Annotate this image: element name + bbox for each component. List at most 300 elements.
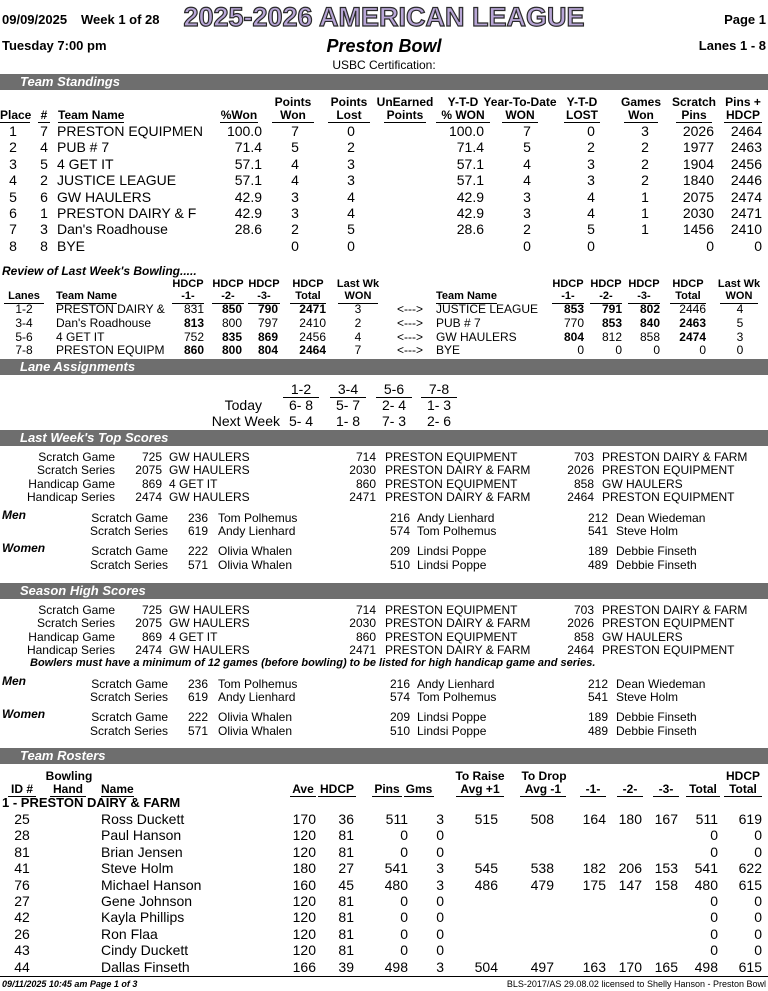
season_high-team-label: Scratch Game <box>38 603 115 617</box>
season_high-team-t2: PRESTON DAIRY & FARM <box>385 616 531 631</box>
league-title-text: 2025-2026 AMERICAN LEAGUE <box>183 2 585 32</box>
section-team-rosters: Team Rosters <box>0 748 768 764</box>
roster-drop: 479 <box>530 876 554 893</box>
lane-pair-1: 3-4 <box>330 381 366 398</box>
review-at: 2464 <box>299 343 326 358</box>
footer-left: 09/11/2025 10:45 am Page 1 of 3 <box>2 979 138 989</box>
roster-drop: 538 <box>530 860 554 877</box>
top_scores-men-n2: Tom Polhemus <box>417 524 497 538</box>
season_high-team-t2: PRESTON EQUIPMENT <box>385 629 518 644</box>
review-b1: 0 <box>577 343 584 358</box>
top_scores-team-v1: 725 <box>141 450 162 464</box>
section-season-high: Season High Scores <box>0 583 768 599</box>
season_high-men-v2: 216 <box>389 676 410 691</box>
top_scores-team-v1: 2075 <box>135 463 162 478</box>
review-a2: 850 <box>221 302 242 316</box>
week-label: Week 1 of 28 <box>81 12 160 27</box>
lane-next-2: 7- 3 <box>381 413 407 429</box>
roster-ht: 0 <box>754 942 762 959</box>
hdr-ph1: Pins + <box>725 95 761 109</box>
hdr-gw2: Won <box>624 109 658 123</box>
rv-hdr-h1a: HDCP <box>172 278 204 290</box>
roster-name: Ron Flaa <box>101 925 158 942</box>
review-aw: 2 <box>354 315 362 330</box>
standings-sp: 1840 <box>682 172 714 189</box>
standings-pw: 7 <box>291 123 299 139</box>
review-t1: 4 GET IT <box>56 329 105 344</box>
hdr-gw1: Games <box>620 95 662 109</box>
roster-pins: 0 <box>400 909 408 926</box>
roster-ht: 619 <box>738 811 762 827</box>
rv-hdr-h2b-b: -2- <box>590 290 622 304</box>
review-lanes: 1-2 <box>15 302 33 316</box>
review-bw: 3 <box>736 329 744 344</box>
roster-hdcp: 27 <box>338 860 354 877</box>
roster-hdcp: 81 <box>338 827 354 844</box>
roster-total: 480 <box>694 876 718 893</box>
rs-hdr-g1: -1- <box>580 783 606 797</box>
footer-divider <box>0 976 768 977</box>
standings-ytdw: 0 <box>523 237 531 254</box>
season_high-team-t3: PRESTON EQUIPMENT <box>602 643 735 658</box>
top_scores-team-v2: 860 <box>355 476 376 491</box>
rs-hdr-raise2: Avg +1 <box>456 783 504 797</box>
roster-ave: 120 <box>292 942 316 959</box>
roster-hdcp: 36 <box>338 811 354 827</box>
roster-ave: 120 <box>292 909 316 926</box>
review-a3: 804 <box>257 343 278 358</box>
season_high-team-v3: 2026 <box>567 616 594 631</box>
season_high-team-v1: 2075 <box>135 616 162 631</box>
standings-ph: 2410 <box>730 221 762 238</box>
hdr-num: # <box>38 109 50 123</box>
season_high-men-n1: Tom Polhemus <box>218 676 298 691</box>
rs-hdr-pins: Pins <box>372 783 402 797</box>
section-lane-assignments: Lane Assignments <box>0 359 768 375</box>
season_high-team-t1: GW HAULERS <box>169 643 250 658</box>
season_high-team-v2: 860 <box>355 629 376 644</box>
standings-num: 7 <box>40 123 48 139</box>
roster-g1: 175 <box>582 876 606 893</box>
season_high-team-t1: GW HAULERS <box>169 616 250 631</box>
standings-ytd: 100.0 <box>448 123 484 139</box>
roster-id: 76 <box>14 876 30 893</box>
standings-sp: 1904 <box>682 155 714 172</box>
season_high-women-n1: Olivia Whalen <box>218 723 293 738</box>
season_high-women-v3: 489 <box>587 723 608 738</box>
top_scores-team-v1: 2474 <box>135 490 162 505</box>
roster-ave: 120 <box>292 925 316 942</box>
roster-pins: 541 <box>384 860 408 877</box>
review-t2: JUSTICE LEAGUE <box>436 302 539 316</box>
standings-pl: 3 <box>347 155 355 172</box>
rv-hdr-lwa-b: Last Wk <box>717 278 761 290</box>
review-t2: PUB # 7 <box>436 315 481 330</box>
roster-ht: 0 <box>754 827 762 844</box>
standings-ytd: 57.1 <box>456 155 484 172</box>
season_high-men-n2: Andy Lienhard <box>417 676 495 691</box>
roster-gms: 0 <box>436 843 444 860</box>
top_scores-men-n2: Andy Lienhard <box>417 510 495 525</box>
roster-gms: 0 <box>436 942 444 959</box>
lane-today-2: 2- 4 <box>381 397 407 413</box>
roster-ht: 0 <box>754 909 762 926</box>
roster-total: 498 <box>694 958 718 975</box>
hdr-place: Place <box>0 108 32 122</box>
season_high-women-v3: 189 <box>587 710 608 725</box>
roster-total: 0 <box>710 893 718 909</box>
standings-ytd: 42.9 <box>456 188 484 205</box>
roster-total: 0 <box>710 909 718 926</box>
review-b3: 840 <box>639 315 660 330</box>
roster-g3: 167 <box>654 811 678 827</box>
hdr-ytd2: % WON <box>436 109 490 123</box>
roster-total: 0 <box>710 942 718 959</box>
roster-name: Gene Johnson <box>101 893 193 909</box>
roster-g3: 158 <box>654 876 678 893</box>
season_high-team-v2: 2030 <box>349 616 376 631</box>
lane-today-label: Today <box>224 397 262 413</box>
top_scores-women-v1: 222 <box>187 544 208 559</box>
roster-hdcp: 81 <box>338 893 354 909</box>
top_scores-team-t1: GW HAULERS <box>169 490 250 505</box>
standings-ytd: 28.6 <box>456 221 484 238</box>
hdr-sp2: Pins <box>676 109 712 123</box>
standings-pl: 0 <box>347 123 355 139</box>
roster-id: 25 <box>14 811 30 827</box>
standings-place: 5 <box>9 188 17 205</box>
season_high-men-v1: 619 <box>187 690 208 704</box>
hdr-ytdl2: LOST <box>566 108 598 122</box>
standings-team: PUB # 7 <box>57 139 110 156</box>
top_scores-men-n1: Andy Lienhard <box>218 524 296 538</box>
roster-ave: 166 <box>292 958 316 975</box>
standings-ytdl: 4 <box>587 205 595 221</box>
standings-ytdw: 4 <box>523 155 531 172</box>
roster-hdcp: 81 <box>338 925 354 942</box>
season_high-women-row-label: Scratch Game <box>91 710 168 725</box>
season_high-men-v1: 236 <box>187 676 208 691</box>
roster-id: 44 <box>14 958 30 975</box>
review-b3: 802 <box>639 302 660 316</box>
standings-pct: 100.0 <box>226 123 262 139</box>
standings-pl: 5 <box>347 221 355 238</box>
roster-ht: 615 <box>738 958 762 975</box>
season_high-team-v1: 2474 <box>135 643 162 658</box>
review-t1: PRESTON EQUIPM <box>56 343 165 358</box>
section-team-standings: Team Standings <box>0 74 768 90</box>
review-at: 2456 <box>299 329 326 344</box>
season_high-team-label: Handicap Series <box>26 643 115 658</box>
season_high-note: Bowlers must have a minimum of 12 games (before bowling) to be listed for high handicap game and series. <box>30 656 596 669</box>
standings-num: 3 <box>40 221 48 238</box>
roster-gms: 0 <box>436 925 444 942</box>
standings-ph: 2456 <box>730 155 762 172</box>
season_high-team-v3: 2464 <box>567 643 594 658</box>
roster-gms: 0 <box>436 909 444 926</box>
roster-raise: 504 <box>474 958 498 975</box>
season_high-men-label: Men <box>2 673 26 688</box>
rs-hdr-ave: Ave <box>290 783 316 797</box>
standings-sp: 1977 <box>682 139 714 156</box>
hdr-ph2: HDCP <box>725 108 760 122</box>
hdr-sp1: Scratch <box>671 95 717 109</box>
lane-today-3: 1- 3 <box>426 397 452 413</box>
standings-num: 5 <box>40 155 48 172</box>
rv-hdr-lanes: Lanes <box>4 290 44 304</box>
season_high-women-label: Women <box>2 707 46 722</box>
rs-hdr-name: Name <box>101 782 134 796</box>
top_scores-men-n3: Steve Holm <box>616 524 679 538</box>
hdr-ytd1: Y-T-D <box>447 95 479 109</box>
roster-name: Kayla Phillips <box>101 909 185 926</box>
standings-ph: 2446 <box>730 172 762 189</box>
standings-ytd: 42.9 <box>456 205 484 221</box>
roster-g3: 153 <box>654 860 678 877</box>
review-b1: 770 <box>563 315 584 330</box>
roster-pins: 498 <box>384 958 408 975</box>
season_high-women-v1: 222 <box>187 710 208 725</box>
rv-hdr-htb-b: Total <box>670 290 706 304</box>
top_scores-women-label: Women <box>2 541 46 556</box>
rv-hdr-htb: Total <box>290 290 326 304</box>
rs-hdr-id: ID # <box>8 783 36 797</box>
standings-pct: 57.1 <box>234 172 262 189</box>
top_scores-team-label: Scratch Series <box>36 463 115 478</box>
standings-ytdl: 0 <box>587 123 595 139</box>
rv-hdr-h2b: -2- <box>212 290 244 304</box>
season_high-team-t1: 4 GET IT <box>169 629 218 644</box>
roster-drop: 508 <box>530 811 554 827</box>
review-bt: 0 <box>699 343 706 358</box>
top_scores-team-t1: GW HAULERS <box>169 450 250 464</box>
lanes-range: Lanes 1 - 8 <box>698 38 766 53</box>
standings-pl: 0 <box>347 237 355 254</box>
roster-pins: 0 <box>400 893 408 909</box>
review-t2: GW HAULERS <box>436 329 517 344</box>
review-a2: 835 <box>221 329 242 344</box>
season_high-men-v3: 541 <box>587 690 608 704</box>
top_scores-team-t2: PRESTON DAIRY & FARM <box>385 490 531 505</box>
season_high-team-t3: PRESTON DAIRY & FARM <box>602 603 748 617</box>
roster-g2: 170 <box>618 958 642 975</box>
standings-place: 1 <box>9 123 17 139</box>
standings-sp: 2026 <box>682 123 714 139</box>
roster-name: Ross Duckett <box>101 811 185 827</box>
top_scores-team-label: Handicap Series <box>26 490 115 505</box>
review-t2: BYE <box>436 343 461 358</box>
season_high-team-label: Handicap Game <box>28 629 115 644</box>
review-aw: 4 <box>354 329 362 344</box>
roster-raise: 515 <box>474 811 498 827</box>
review-at: 2410 <box>299 315 326 330</box>
standings-ph: 2464 <box>730 123 762 139</box>
roster-g1: 164 <box>582 811 606 827</box>
rv-hdr-lwb-b: WON <box>720 290 758 304</box>
rv-hdr-h1b-b: -1- <box>552 290 584 304</box>
review-b2: 0 <box>615 343 622 358</box>
roster-id: 27 <box>14 893 30 909</box>
standings-num: 4 <box>40 139 48 156</box>
top_scores-men-v1: 619 <box>187 524 208 538</box>
top_scores-team-t1: GW HAULERS <box>169 463 250 478</box>
roster-ave: 180 <box>292 860 316 877</box>
roster-total: 541 <box>694 860 718 877</box>
day-time: Tuesday 7:00 pm <box>2 38 107 53</box>
lane-pair-3: 7-8 <box>421 381 457 398</box>
hdr-ytdw2: WON <box>502 109 538 123</box>
top_scores-team-v1: 869 <box>141 476 162 491</box>
hdr-ue1: UnEarned <box>376 95 434 109</box>
hdr-ytdl1: Y-T-D <box>566 95 598 109</box>
rs-hdr-hand1: Bowling <box>45 769 93 783</box>
top_scores-team-label: Handicap Game <box>28 476 115 491</box>
roster-pins: 511 <box>385 811 408 827</box>
top_scores-women-v3: 489 <box>587 557 608 572</box>
standings-team: BYE <box>57 237 86 254</box>
season_high-team-v1: 725 <box>141 603 162 617</box>
roster-raise: 545 <box>474 860 498 877</box>
standings-pw: 3 <box>291 205 299 221</box>
rs-hdr-hand2: Hand <box>50 783 86 797</box>
rv-hdr-lwb: WON <box>338 290 378 304</box>
roster-drop: 497 <box>530 958 554 975</box>
season_high-women-v2: 209 <box>389 710 410 725</box>
roster-hdcp: 45 <box>338 876 354 893</box>
top_scores-team-v2: 2030 <box>349 463 376 478</box>
standings-pct: 71.4 <box>234 139 262 156</box>
standings-ytdl: 3 <box>587 172 595 189</box>
review-aw: 3 <box>354 302 362 316</box>
top_scores-men-row-label: Scratch Series <box>89 524 168 538</box>
roster-g2: 180 <box>618 811 642 827</box>
review-bt: 2463 <box>679 315 706 330</box>
lane-next-1: 1- 8 <box>335 413 361 429</box>
rv-hdr-lwa: Last Wk <box>336 278 380 290</box>
season_high-team-v3: 858 <box>573 629 594 644</box>
rs-hdr-gms: Gms <box>405 782 433 796</box>
review-a1: 860 <box>183 343 204 358</box>
standings-gw: 1 <box>641 221 649 238</box>
roster-ave: 160 <box>292 876 316 893</box>
roster-ht: 0 <box>754 843 762 860</box>
top_scores-team-t3: PRESTON DAIRY & FARM <box>602 450 748 464</box>
roster-g1: 182 <box>582 860 606 877</box>
standings-pl: 4 <box>347 188 355 205</box>
lane-today-1: 5- 7 <box>335 397 361 413</box>
top_scores-women-n2: Lindsi Poppe <box>417 544 487 559</box>
top_scores-women-n3: Debbie Finseth <box>616 557 697 572</box>
roster-id: 28 <box>14 827 30 844</box>
standings-sp: 1456 <box>682 221 714 238</box>
roster-hdcp: 81 <box>338 942 354 959</box>
lane-today-0: 6- 8 <box>288 397 314 413</box>
roster-gms: 3 <box>436 876 444 893</box>
roster-pins: 480 <box>384 876 408 893</box>
season_high-men-n2: Tom Polhemus <box>417 690 497 704</box>
roster-name: Brian Jensen <box>101 843 183 860</box>
top_scores-team-t3: PRESTON EQUIPMENT <box>602 463 735 478</box>
standings-pw: 2 <box>291 221 299 238</box>
season_high-women-n3: Debbie Finseth <box>616 723 697 738</box>
standings-gw: 2 <box>641 139 649 156</box>
rv-hdr-h2a-b: HDCP <box>590 278 622 290</box>
review-a2: 800 <box>221 315 242 330</box>
roster-id: 42 <box>14 909 30 926</box>
standings-pct: 42.9 <box>234 205 262 221</box>
season_high-women-n3: Debbie Finseth <box>616 710 697 725</box>
roster-id: 41 <box>14 860 30 877</box>
roster-hdcp: 39 <box>338 958 354 975</box>
review-a3: 790 <box>257 302 278 316</box>
top_scores-team-t2: PRESTON EQUIPMENT <box>385 450 518 464</box>
standings-team: Dan's Roadhouse <box>57 221 168 238</box>
season_high-men-v3: 212 <box>587 676 608 691</box>
season_high-team-label: Scratch Series <box>36 616 115 631</box>
standings-gw: 2 <box>641 172 649 189</box>
review-a1: 831 <box>183 302 204 316</box>
rv-hdr-h3b: -3- <box>248 290 280 304</box>
season_high-women-n2: Lindsi Poppe <box>417 710 487 725</box>
top_scores-team-v3: 703 <box>573 450 594 464</box>
rv-hdr-h3a: HDCP <box>248 278 280 290</box>
standings-ytdw: 3 <box>523 188 531 205</box>
rv-hdr-hta-b: HDCP <box>672 278 704 290</box>
standings-num: 8 <box>40 237 48 254</box>
roster-ave: 170 <box>292 811 316 827</box>
standings-ph: 2471 <box>730 205 762 221</box>
roster-total: 0 <box>710 925 718 942</box>
season_high-men-v2: 574 <box>389 690 410 704</box>
standings-team: GW HAULERS <box>57 188 152 205</box>
top_scores-women-v2: 209 <box>389 544 410 559</box>
standings-ytdl: 2 <box>587 139 595 156</box>
roster-ht: 0 <box>754 893 762 909</box>
roster-name: Michael Hanson <box>101 876 202 893</box>
standings-num: 2 <box>40 172 48 189</box>
standings-ytdw: 2 <box>523 221 531 238</box>
roster-ht: 622 <box>738 860 762 877</box>
top_scores-women-n3: Debbie Finseth <box>616 544 697 559</box>
top_scores-women-n2: Lindsi Poppe <box>417 557 487 572</box>
top_scores-women-v2: 510 <box>389 557 410 572</box>
standings-ph: 0 <box>754 237 762 254</box>
roster-pins: 0 <box>400 925 408 942</box>
rv-hdr-h3b-b: -3- <box>628 290 660 304</box>
top_scores-women-v3: 189 <box>587 544 608 559</box>
roster-gms: 3 <box>436 811 444 827</box>
roster-gms: 3 <box>436 958 444 975</box>
season_high-women-v1: 571 <box>187 723 208 738</box>
standings-ytdl: 3 <box>587 155 595 172</box>
top_scores-women-row-label: Scratch Game <box>91 544 168 559</box>
roster-id: 81 <box>14 843 30 860</box>
top_scores-women-n1: Olivia Whalen <box>218 557 293 572</box>
standings-ytdl: 4 <box>587 188 595 205</box>
review-a3: 869 <box>257 329 278 344</box>
review-arrow: <---> <box>396 329 423 344</box>
season_high-men-n3: Steve Holm <box>616 690 679 704</box>
standings-ytdw: 3 <box>523 205 531 221</box>
top_scores-team-v3: 858 <box>573 476 594 491</box>
roster-name: Paul Hanson <box>101 827 182 844</box>
review-t1: Dan's Roadhouse <box>56 315 152 330</box>
top_scores-team-t2: PRESTON EQUIPMENT <box>385 476 518 491</box>
lane-next-0: 5- 4 <box>288 413 314 429</box>
review-title: Review of Last Week's Bowling..... <box>2 264 197 278</box>
hdr-pct: %Won <box>220 108 258 122</box>
roster-ave: 120 <box>292 893 316 909</box>
